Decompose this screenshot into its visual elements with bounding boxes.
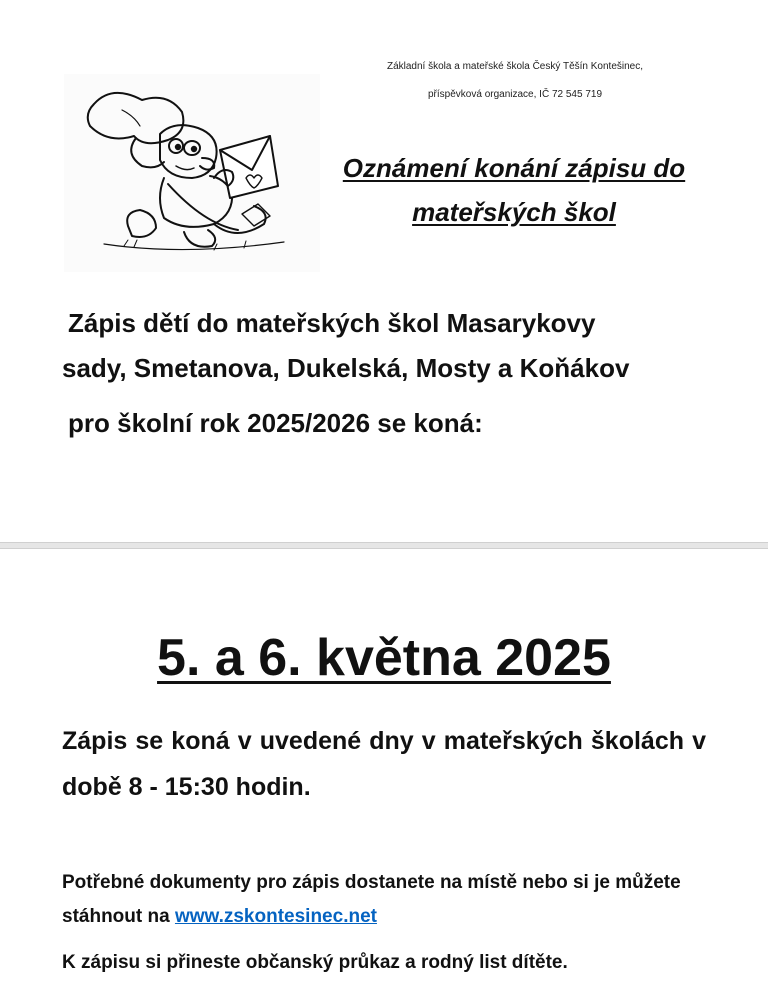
school-name-line: Základní škola a mateřské škola Český Těšín Kontešinec, (386, 61, 644, 72)
page-break-divider (0, 542, 768, 549)
intro-line1: Zápis dětí do mateřských škol Masarykovy (68, 308, 596, 338)
smurf-with-letter-icon (64, 74, 320, 272)
notice-title (318, 146, 710, 234)
documents-text: Potřebné dokumenty pro zápis dostanete na místě nebo si je můžete stáhnout na (62, 872, 681, 927)
notice-title-line1: Oznámení konání zápisu do (342, 153, 686, 183)
enrollment-date: 5. a 6. května 2025 (157, 629, 611, 687)
enrollment-info-line2: školách v době 8 - 15:30 hodin. (62, 727, 707, 801)
documents-paragraph (62, 866, 706, 934)
intro-line2: sady, Smetanova, Dukelská, Mosty a Koňákov (62, 353, 630, 383)
enrollment-info (62, 718, 706, 810)
school-org-line: příspěvková organizace, IČ 72 545 719 (428, 89, 602, 100)
notice-title-line2: mateřských škol (412, 197, 616, 227)
bring-documents-note: K zápisu si přineste občanský průkaz a rodný list dítěte. (62, 952, 568, 973)
school-website-link[interactable]: www.zskontesinec.net (174, 906, 377, 927)
intro-line3: pro školní rok 2025/2026 se koná: (68, 408, 483, 438)
enrollment-info-line1: Zápis se koná v uvedené dny v mateřských (62, 727, 583, 755)
